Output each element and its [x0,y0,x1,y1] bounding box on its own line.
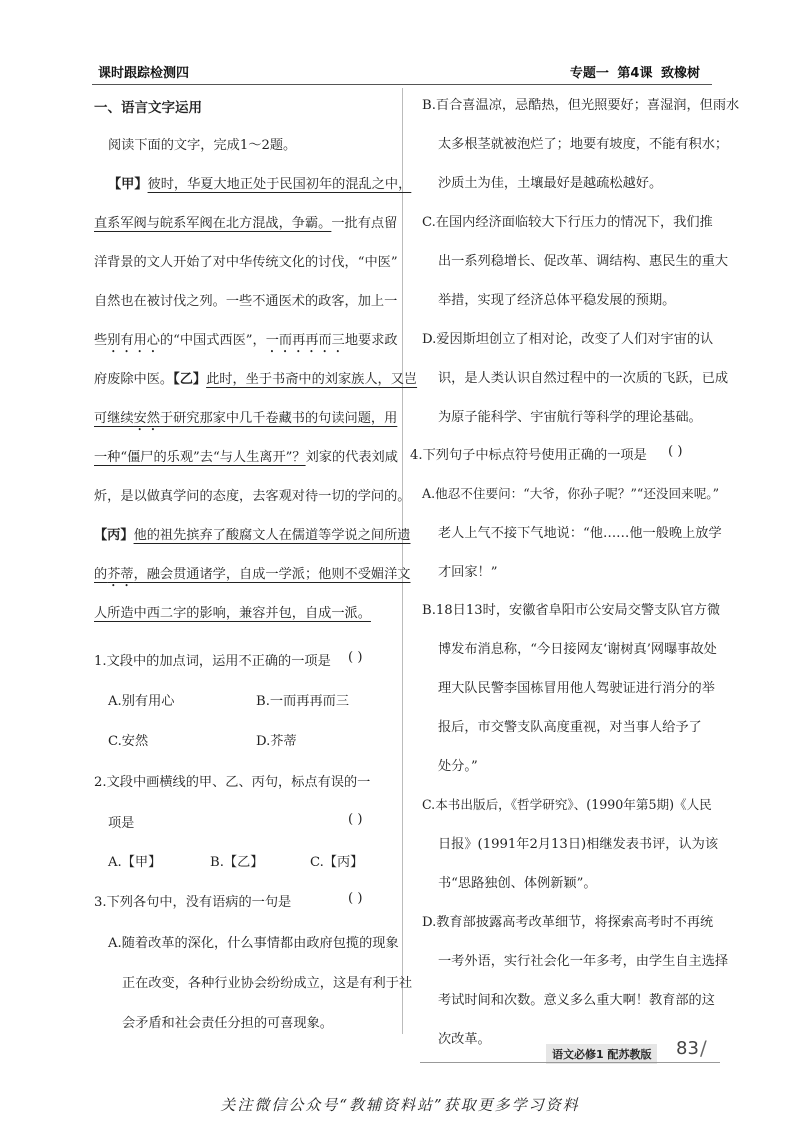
dotted-word: 芥蒂 [107,567,134,582]
q3-option-a-line: A.随着改革的深化，什么事情都由政府包揽的现象 [108,936,399,951]
question-3-stem: 3.下列各句中，没有语病的一句是 [94,895,292,910]
underlined-text: ，融会贯通诸学，自成一学派；他则不受媚洋文 [133,567,411,582]
q3-option-a-line: 会矛盾和社会责任分担的可喜现象。 [122,1016,333,1031]
q3-option-b-line: B.百合喜温凉，忌酷热，但光照要好；喜湿润，但雨水 [422,98,740,113]
q4-option-d-line: 考试时间和次数。意义多么重大啊！教育部的这 [438,993,715,1008]
question-4-stem: 4.下列句子中标点符号使用正确的一项是 [410,448,647,463]
q4-option-b-line: 报后，市交警支队高度重视，对当事人给予了 [438,720,702,735]
underlined-text: 直系军阀与皖系军阀在北方混战，争霸。 [94,216,332,231]
passage-text: 府废除中医。 [94,372,174,387]
passage-line [94,602,371,621]
q3-option-a-line: 正在改变，各种行业协会纷纷成立，这是有利于社 [122,976,413,991]
underlined-text: 于研究那家中几千卷藏书的句读问题，用 [159,411,398,426]
q4-option-b-line: 博发布消息称，“今日接网友‘谢树真’网曝事故处 [438,642,717,657]
passage-text: 一批有点留 [331,216,398,231]
q2-option-a: A.【甲】 [108,855,162,870]
q3-option-b-line: 沙质土为佳，土壤最好是越疏松越好。 [438,176,663,191]
q3-option-d-line: D.爱因斯坦创立了相对论，改变了人们对宇宙的认 [422,332,714,347]
q4-option-a-line: 老人上气不接下气地说：“他……他一般晚上放学 [438,526,722,541]
question-1-stem: 1.文段中的加点词，运用不正确的一项是 [94,654,331,669]
passage-text: 的“中国式西医”， [159,333,266,348]
passage-line [94,212,397,231]
underlined-text: 此时，坐于书斋中的刘家族人，又岂 [206,372,418,387]
section-title: 一、语言文字运用 [94,100,202,116]
q3-option-c-line: 出一系列稳增长、促改革、调结构、惠民生的重大 [438,254,729,269]
header-left-title: 课时跟踪检测四 [98,66,190,81]
dotted-word: 安然 [133,411,160,426]
marker-bing: 【丙】 [94,528,134,543]
textbook-badge: 语文必修1 配苏教版 [546,1044,657,1064]
q1-option-c: C.安然 [108,734,149,749]
watermark-text: 关注微信公众号“教辅资料站”获取更多学习资料 [220,1096,580,1114]
q4-option-c-line: 日报》(1991年2月13日)相继发表书评，认为该 [438,837,719,852]
q3-option-b-line: 太多根茎就被泡烂了；地要有坡度，不能有积水； [438,137,729,152]
page-slash: / [700,1036,707,1060]
q4-option-b-line: B.18日13时，安徽省阜阳市公安局交警支队官方微 [422,603,721,618]
q2-option-c: C.【丙】 [310,855,364,870]
q4-option-c-line: C.本书出版后，《哲学研究》、(1990年第5期)《人民 [422,797,712,812]
question-2-stem: 2.文段中画横线的甲、乙、丙句，标点有误的一 [94,775,371,790]
q4-option-a-line: A.他忍不住要问：“大爷，你孙子呢？”“还没回来呢。” [422,486,720,501]
question-2-stem-cont: 项是 [108,816,135,831]
q4-option-b-line: 理大队民警李国栋冒用他人驾驶证进行消分的举 [438,681,715,696]
header-rule [92,84,712,85]
underlined-text: 他的祖先摈弃了酸腐文人在儒道等学说之间所遗 [133,528,411,543]
page-number: 83 [676,1038,699,1059]
passage-line [94,407,397,434]
passage-line [94,563,411,590]
marker-jia: 【甲】 [108,177,148,192]
question-2-paren: ( ) [348,812,363,827]
q3-option-c-line: C.在国内经济面临较大下行压力的情况下，我们推 [422,215,713,230]
question-4-paren: ( ) [668,444,683,459]
header-right-title: 专题一 第4课 致橡树 [569,66,700,81]
q3-option-d-line: 为原子能科学、宇宙航行等科学的理论基础。 [438,410,702,425]
passage-line: 自然也在被讨伐之列。一些不通医术的政客，加上一 [94,294,398,309]
passage-text: 刘家的代表刘咸 [305,450,398,465]
passage-text: 地要求政 [344,333,398,348]
q1-option-d: D.芥蒂 [256,734,297,749]
underlined-text: 的 [94,567,108,582]
q3-option-c-line: 举措，实现了经济总体平稳发展的预期。 [438,293,676,308]
passage-line: 炘，是以做真学问的态度，去客观对待一切的学问的。 [94,489,411,504]
q4-option-a-line: 才回家！” [438,565,498,580]
question-1-paren: ( ) [348,650,363,665]
passage-line [94,368,417,387]
underlined-text: 人所造中西二字的影响，兼容并包，自成一派。 [94,606,371,621]
intro-text: 阅读下面的文字，完成1～2题。 [108,138,297,153]
question-3-paren: ( ) [348,891,363,906]
q4-option-d-line: 次改革。 [438,1032,491,1047]
q2-option-b: B.【乙】 [210,855,264,870]
dotted-word: 一而再再而三 [265,333,345,348]
passage-line [94,446,398,465]
column-divider [402,88,403,1034]
q4-option-d-line: D.教育部披露高考改革细节，将探索高考时不再统 [422,915,714,930]
q1-option-b: B.一而再再而三 [256,694,350,709]
footer-rule [420,1062,720,1063]
underlined-text: 彼时，华夏大地正处于民国初年的混乱之中， [147,177,412,192]
underlined-text: 可继续 [94,411,134,426]
passage-line [94,524,411,543]
passage-line [108,173,411,192]
q3-option-d-line: 识，是人类认识自然过程中的一次质的飞跃，已成 [438,371,729,386]
q1-option-a: A.别有用心 [108,694,175,709]
passage-text: 些 [94,333,108,348]
passage-line: 洋背景的文人开始了对中华传统文化的讨伐，“中医” [94,255,398,270]
underlined-text: 一种“僵尸的乐观”去“与人生离开”？ [94,450,306,465]
q4-option-d-line: 一考外语，实行社会化一年多考，由学生自主选择 [438,954,729,969]
q4-option-c-line: 书“思路独创、体例新颖”。 [438,876,597,891]
passage-line [94,329,398,356]
dotted-word: 别有用心 [107,333,160,348]
q4-option-b-line: 处分。” [438,759,478,774]
marker-yi: 【乙】 [173,372,207,387]
